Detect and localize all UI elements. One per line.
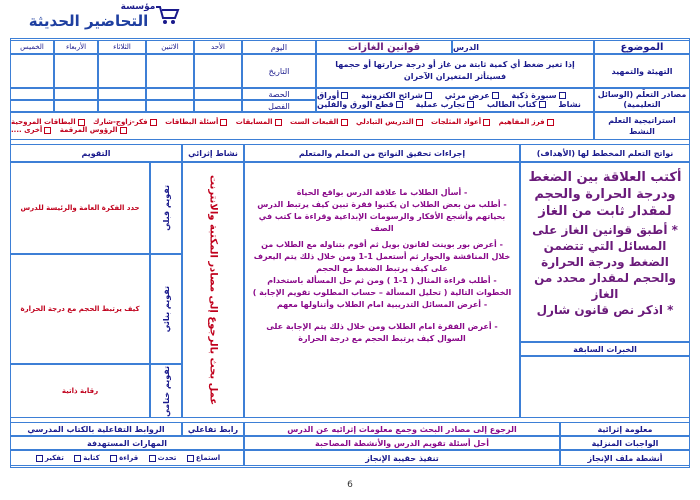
interactive-link-label: رابط تفاعلي bbox=[182, 422, 244, 436]
strat-sort: فرز المفاهيم bbox=[498, 118, 545, 126]
resources-options bbox=[316, 88, 594, 112]
date-cell-3 bbox=[98, 54, 146, 88]
enrichment-info-text: الرجوع إلى مصادر البحث وجمع معلومات إثرائيه عن الدرس bbox=[244, 422, 560, 436]
skill-listening: استماع bbox=[195, 454, 221, 462]
class-label: الفصل bbox=[242, 100, 316, 112]
strategies-options bbox=[10, 112, 594, 140]
class-cell-5 bbox=[10, 100, 54, 112]
col-outcomes: نواتج التعلم المخطط لها (الأهداف) bbox=[520, 144, 690, 162]
res-slides: شرائح الكترونية bbox=[361, 91, 423, 100]
interactive-link-text[interactable]: الروابط التفاعلية بالكتاب المدرسي bbox=[10, 422, 182, 436]
strat-sticks: أعواد المثلجات bbox=[431, 118, 482, 126]
class-cell-1 bbox=[194, 100, 242, 112]
day-sunday: الأحد bbox=[194, 40, 242, 54]
res-activity: نشاط bbox=[558, 100, 581, 109]
skill-reading: قراءة bbox=[119, 454, 139, 462]
period-label: الحصة bbox=[242, 88, 316, 100]
strat-cards: أسئلة البطاقات bbox=[165, 118, 219, 126]
logo-brand: مؤسسة bbox=[120, 2, 156, 12]
col-evaluation: التقويم bbox=[10, 144, 182, 162]
skills-label: المهارات المستهدفة bbox=[10, 436, 244, 450]
day-tuesday: الثلاثاء bbox=[98, 40, 146, 54]
outcome-1: أكتب العلاقة بين الضغط ودرجة الحرارة والحجم لمقدار ثابت من الغاز bbox=[528, 170, 682, 219]
strategies-label: استراتيجية التعلم النشط bbox=[594, 112, 690, 140]
enrichment-text: عمل بحث بالرجوع إلى مصادر المكتبة والانترنت bbox=[207, 174, 219, 406]
skill-writing: كتابة bbox=[83, 454, 100, 462]
day-wednesday: الأربعاء bbox=[54, 40, 98, 54]
eval-pre-text: حدد الفكرة العامة والرئيسة للدرس bbox=[20, 204, 140, 212]
prior-knowledge-cell bbox=[520, 356, 690, 418]
day-thursday: الخميس bbox=[10, 40, 54, 54]
strat-contests: المسابقات bbox=[235, 118, 273, 126]
eval-form-text: كيف يرتبط الحجم مع درجة الحرارة bbox=[20, 305, 140, 313]
procedure-2: - أطلب من بعض الطلاب ان يكتبوا فقرة تبين كيف يرتبط الدرس بحياتهم وأشجع الأفكار والرسومات الإبداعية وقراءة ما كتب في الصف bbox=[257, 200, 507, 233]
portfolio-text: تنفيذ حقيبة الإنجاز bbox=[244, 450, 560, 466]
res-experiments: تجارب عملية bbox=[415, 100, 466, 109]
day-monday: الاثنين bbox=[146, 40, 194, 54]
period-cell-5 bbox=[10, 88, 54, 100]
logo-name: التحاضير الحديثة bbox=[28, 12, 149, 30]
res-cork: قطع الورق والفلين bbox=[317, 100, 394, 109]
strat-tps: فكر-زاوج-شارك bbox=[93, 118, 148, 126]
eval-form-text-cell bbox=[10, 254, 150, 364]
procedure-5: - أعرض المسائل التدريبية امام الطلاب وأتناولها معهم bbox=[276, 300, 488, 309]
class-cell-4 bbox=[54, 100, 98, 112]
intro-text: إذا تغير ضغط أي كمية ثابتة من غاز أو درجة حرارتها أو حجمها فسيتأثر المتغيران الآخران bbox=[316, 54, 594, 88]
eval-final-text-cell bbox=[10, 364, 150, 418]
portfolio-label: أنشطة ملف الإنجاز bbox=[560, 450, 690, 466]
lesson-value: قوانين الغازات bbox=[316, 40, 452, 54]
logo bbox=[6, 2, 182, 36]
res-papers: أوراق bbox=[317, 91, 340, 100]
period-cell-2 bbox=[146, 88, 194, 100]
eval-final-label: تقويم ختامي bbox=[161, 365, 171, 417]
homework-text: أحل أسئلة تقويم الدرس والأنشطة المصاحبة bbox=[244, 436, 560, 450]
skills-options bbox=[10, 450, 244, 466]
period-cell-4 bbox=[54, 88, 98, 100]
eval-form-label: تقويم بنائي bbox=[161, 285, 171, 333]
strat-heads: الرؤوس المرقمة bbox=[59, 126, 118, 134]
outcomes-cell bbox=[520, 162, 690, 342]
procedure-6: - أعرض الفقرة امام الطلاب ومن خلال ذلك يتم الإجابة على السوال كيف يرتبط الحجم مع درجة الحرارة bbox=[266, 322, 498, 343]
res-visual: عرض مرئي bbox=[444, 91, 490, 100]
date-cell-2 bbox=[146, 54, 194, 88]
strat-other: أخرى .... bbox=[11, 126, 43, 134]
period-cell-1 bbox=[194, 88, 242, 100]
eval-form-label-cell bbox=[150, 254, 182, 364]
outcome-3: * اذكر نص قانون شارل bbox=[536, 303, 674, 317]
procedures-cell bbox=[244, 162, 520, 418]
topic-label: الموضوع bbox=[594, 40, 690, 54]
res-smartboard: سبورة ذكية bbox=[511, 91, 557, 100]
date-label: التاريخ bbox=[242, 54, 316, 88]
date-cell-1 bbox=[194, 54, 242, 88]
prior-knowledge-label: الخبرات السابقة bbox=[520, 342, 690, 356]
skill-speaking: تحدث bbox=[157, 454, 177, 462]
eval-pre-label-cell bbox=[150, 162, 182, 254]
col-enrichment: نشاط إثرائي bbox=[182, 144, 244, 162]
procedure-3: - أعرض بور بوينت لقانون بويل ثم أقوم بتناوله مع الطلاب من خلال المناقشة والحوار ثم أستعمل 1-1 ومن خلال ذلك يتم اليعرف على كيف يرتبط الضغط مع الحجم bbox=[253, 240, 511, 273]
resources-label: مصادر التعلّم (الوسائل التعليمية) bbox=[594, 88, 690, 112]
page-number: 6 bbox=[347, 480, 353, 490]
cart-icon bbox=[154, 4, 180, 26]
day-label: اليوم bbox=[242, 40, 316, 54]
res-textbook: كتاب الطالب bbox=[486, 100, 537, 109]
date-cell-4 bbox=[54, 54, 98, 88]
col-procedures: إجراءات تحقيق النواتج من المعلم والمتعلم bbox=[244, 144, 520, 162]
class-cell-3 bbox=[98, 100, 146, 112]
procedure-1: - أسأل الطلاب ما علاقة الدرس بواقع الحياة bbox=[296, 188, 468, 197]
lesson-label: الدرس bbox=[452, 40, 594, 54]
date-cell-5 bbox=[10, 54, 54, 88]
period-cell-3 bbox=[98, 88, 146, 100]
eval-pre-label: تقويم قبلي bbox=[161, 185, 171, 231]
eval-pre-text-cell bbox=[10, 162, 150, 254]
class-cell-2 bbox=[146, 100, 194, 112]
enrichment-info-label: معلومة إثرائية bbox=[560, 422, 690, 436]
procedure-4: - أطلب قراءة المثال ( 1-1 ) ومن ثم حل المسألة باستخدام الخطوات التالية ( تحليل المسألة – حساب المطلوب تقويم الإجابة ) bbox=[252, 276, 512, 297]
eval-final-text: رقابة ذاتية bbox=[61, 387, 99, 395]
intro-label: التهيئة والتمهيد bbox=[594, 54, 690, 88]
homework-label: الواجبات المنزلية bbox=[560, 436, 690, 450]
outcome-2: * أطبق قوانين الغاز على المسائل التي تتضمن الضغط ودرجة الحرارة والحجم لمقدار محدد من الغاز bbox=[532, 223, 678, 301]
enrichment-cell bbox=[182, 162, 244, 418]
skill-thinking: تفكير bbox=[44, 454, 64, 462]
strat-reciprocal: التدريس التبادلي bbox=[356, 118, 414, 126]
strat-hats: القبعات الست bbox=[290, 118, 339, 126]
eval-final-label-cell bbox=[150, 364, 182, 418]
strat-fan: البطاقات المروحية bbox=[11, 118, 76, 126]
